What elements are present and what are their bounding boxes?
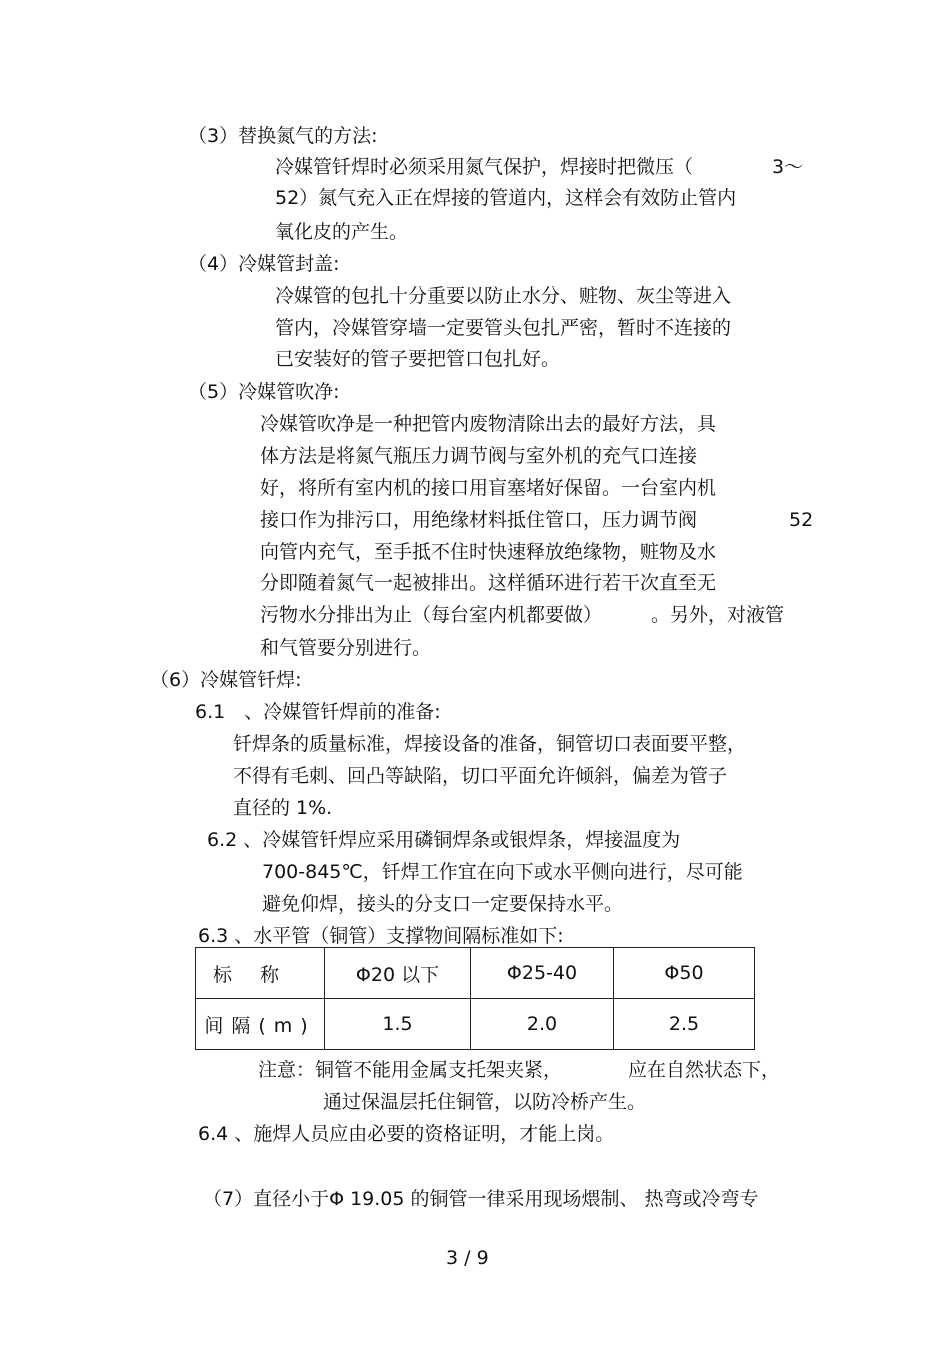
table-cell: Φ50 [614,948,755,999]
item-6-heading: （6）冷媒管钎焊: [150,669,302,691]
text-line: 冷媒管吹净是一种把管内废物清除出去的最好方法，具 [260,413,717,435]
text-line: 氧化皮的产生。 [275,221,409,243]
table-cell: 1.5 [325,999,471,1050]
text-line: 管内，冷媒管穿墙一定要管头包扎严密，暂时不连接的 [275,317,732,339]
text-line: 避免仰焊，接头的分支口一定要保持水平。 [262,893,624,915]
subitem-6-3: 6.3 、水平管（铜管）支撑物间隔标准如下: [198,925,564,947]
table-cell: Φ25-40 [471,948,614,999]
text-line: 冷媒管钎焊时必须采用氮气保护，焊接时把微压（ [275,156,694,178]
table-cell: 2.5 [614,999,755,1050]
text-line: 52）氮气充入正在焊接的管道内，这样会有效防止管内 [275,187,737,209]
table-cell: 间隔(m) [196,999,325,1050]
note-line: 注意：铜管不能用金属支托架夹紧， [258,1059,563,1081]
table-row [196,948,755,999]
item-7-heading: （7）直径小于Φ 19.05 的铜管一律采用现场煨制、 热弯或冷弯专 [203,1188,759,1210]
table-cell: Φ20 以下 [325,948,471,999]
text-line: 已安装好的管子要把管口包扎好。 [275,348,561,370]
note-line: 通过保温层托住铜管，以防冷桥产生。 [323,1091,647,1113]
text-line: 不得有毛刺、回凸等缺陷，切口平面允许倾斜，偏差为管子 [233,765,728,787]
text-line: 3～ [772,156,804,178]
subitem-6-1: 6.1 、冷媒管钎焊前的准备: [195,701,441,723]
table-row [196,999,755,1050]
table-cell: 标称 [196,948,325,999]
text-line: 和气管要分别进行。 [260,637,432,659]
page-number: 3 / 9 [446,1247,489,1269]
text-line: 钎焊条的质量标准，焊接设备的准备，铜管切口表面要平整， [233,733,747,755]
text-line: 52 [789,509,814,531]
item-4-heading: （4）冷媒管封盖: [188,253,340,275]
table-cell: 2.0 [471,999,614,1050]
text-line: 700-845℃，钎焊工作宜在向下或水平侧向进行，尽可能 [262,861,743,883]
text-line: 接口作为排污口，用绝缘材料抵住管口，压力调节阀 [260,509,698,531]
text-line: 冷媒管的包扎十分重要以防止水分、赃物、灰尘等进入 [275,285,732,307]
text-line: 好，将所有室内机的接口用盲塞堵好保留。一台室内机 [260,477,717,499]
subitem-6-4: 6.4 、施焊人员应由必要的资格证明，才能上岗。 [198,1123,615,1145]
subitem-6-2: 6.2 、冷媒管钎焊应采用磷铜焊条或银焊条，焊接温度为 [207,829,681,851]
text-line: 污物水分排出为止（每台室内机都要做） [260,604,603,626]
text-line: 向管内充气，至手抵不住时快速释放绝缘物，赃物及水 [260,541,717,563]
text-line: 分即随着氮气一起被排出。这样循环进行若干次直至无 [260,572,717,594]
note-line: 应在自然状态下， [628,1059,781,1081]
text-line: 。另外，对液管 [651,604,785,626]
item-3-heading: （3）替换氮气的方法: [188,125,378,147]
item-5-heading: （5）冷媒管吹净: [188,381,340,403]
support-spacing-table [195,947,755,1050]
text-line: 体方法是将氮气瓶压力调节阀与室外机的充气口连接 [260,445,698,467]
text-line: 直径的 1%. [233,797,333,819]
